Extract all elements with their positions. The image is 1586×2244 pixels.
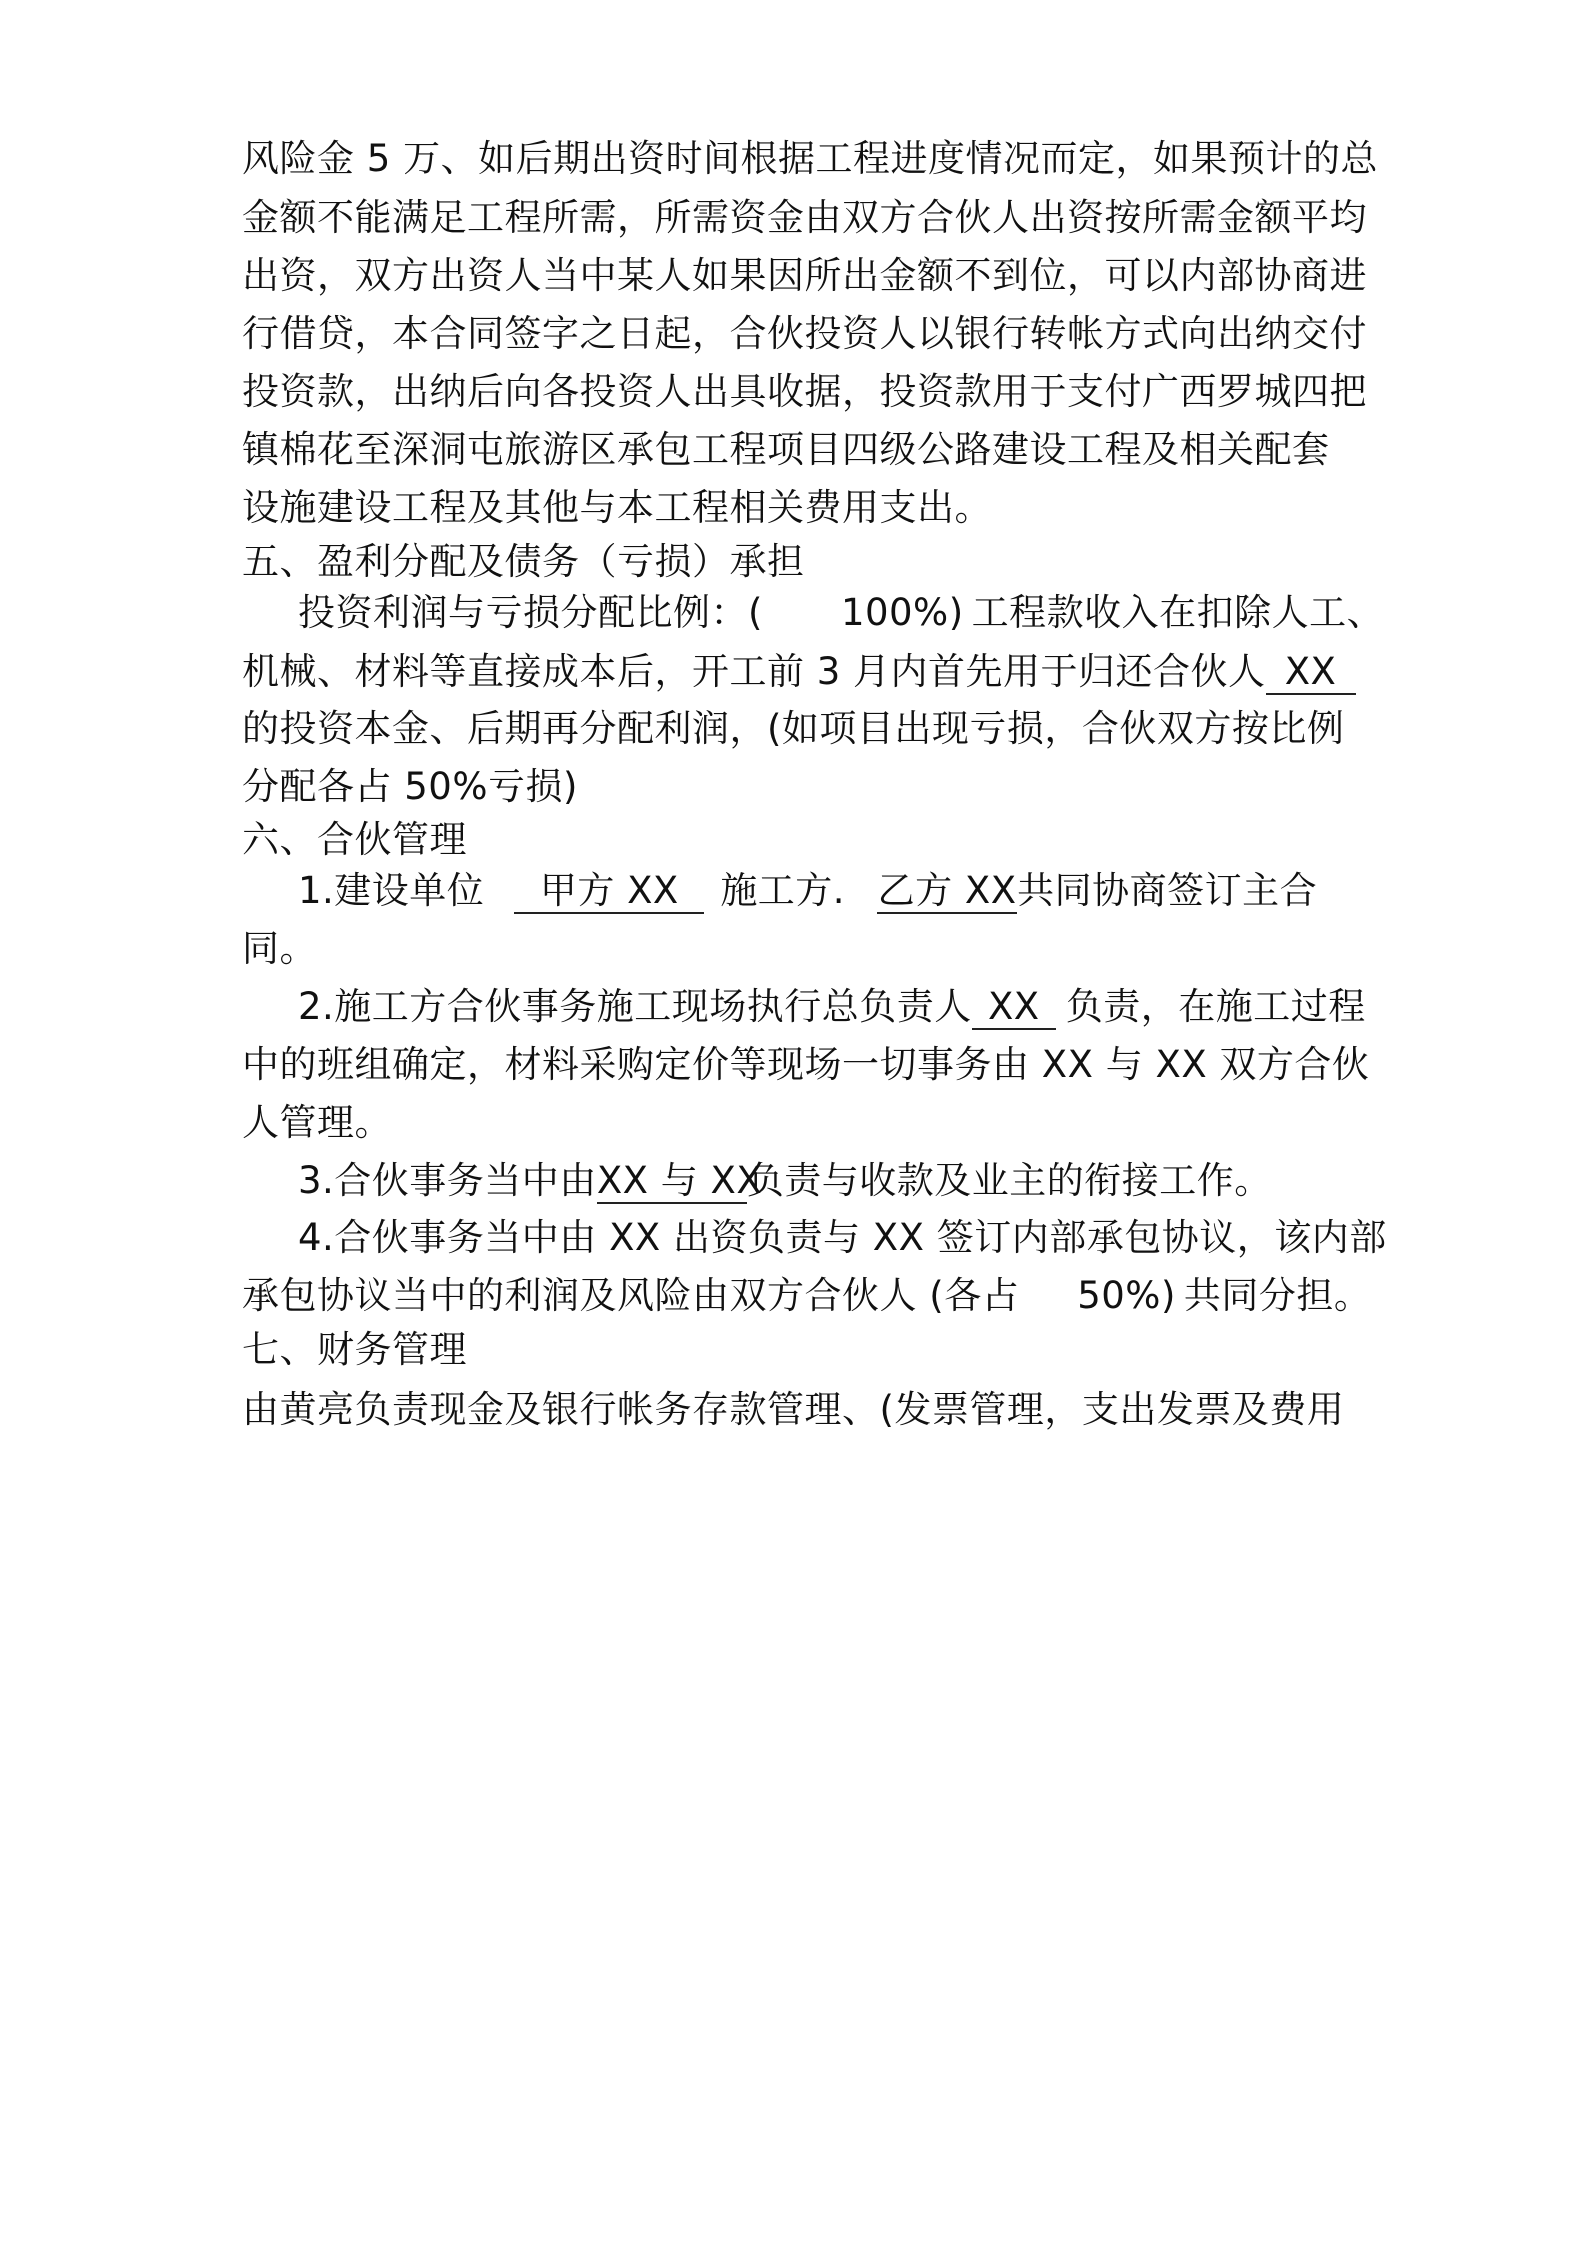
paragraph-line: 镇棉花至深洞屯旅游区承包工程项目四级公路建设工程及相关配套 <box>242 428 1330 471</box>
paragraph-line: 同。 <box>242 927 317 970</box>
paragraph-line: 中的班组确定，材料采购定价等现场一切事务由 XX 与 XX 双方合伙 <box>242 1043 1370 1086</box>
item-text: 共同协商签订主合 <box>1017 869 1318 912</box>
paragraph-line: 风险金 5 万、如后期出资时间根据工程进度情况而定，如果预计的总 <box>242 137 1379 180</box>
section-heading: 五、盈利分配及债务（亏损）承担 <box>242 540 805 583</box>
item-text: 1.建设单位 <box>298 869 485 912</box>
ratio-prefix: 投资利润与亏损分配比例：( <box>298 591 763 634</box>
paragraph-line: 分配各占 50%亏损) <box>242 765 578 808</box>
section-heading: 六、合伙管理 <box>242 818 467 861</box>
paragraph-line: 由黄亮负责现金及银行帐务存款管理、(发票管理，支出发票及费用 <box>242 1388 1345 1431</box>
paragraph-line <box>242 1271 1372 1321</box>
paragraph-line <box>242 647 1362 697</box>
line-text: 共同分担。 <box>1183 1274 1372 1317</box>
ratio-line <box>298 588 1418 638</box>
paragraph-line: 出资，双方出资人当中某人如果因所出金额不到位，可以内部协商进 <box>242 254 1367 297</box>
paragraph-line: 设施建设工程及其他与本工程相关费用支出。 <box>242 486 992 529</box>
list-item <box>298 866 1418 916</box>
line-text: 承包协议当中的利润及风险由双方合伙人 (各占 <box>242 1274 1020 1317</box>
section-heading: 七、财务管理 <box>242 1328 467 1371</box>
paragraph-line: 投资款，出纳后向各投资人出具收据，投资款用于支付广西罗城四把 <box>242 370 1367 413</box>
paragraph-line: 的投资本金、后期再分配利润，(如项目出现亏损，合伙双方按比例 <box>242 707 1345 750</box>
item-text: 负责与收款及业主的衔接工作。 <box>746 1159 1272 1202</box>
paragraph-line: 行借贷，本合同签字之日起，合伙投资人以银行转帐方式向出纳交付 <box>242 312 1367 355</box>
paragraph-line: 人管理。 <box>242 1101 392 1144</box>
paragraph-line: 金额不能满足工程所需，所需资金由双方合伙人出资按所需金额平均 <box>242 196 1367 239</box>
ratio-value: 100%) <box>840 591 964 634</box>
list-item <box>298 982 1418 1032</box>
blank-field: XX <box>1266 651 1356 695</box>
line-text: 机械、材料等直接成本后，开工前 3 月内首先用于归还合伙人 <box>242 650 1266 693</box>
item-text: 2.施工方合伙事务施工现场执行总负责人 <box>298 985 972 1028</box>
list-item: 4.合伙事务当中由 XX 出资负责与 XX 签订内部承包协议，该内部 <box>298 1216 1387 1259</box>
blank-field: 乙方 XX <box>877 869 1017 912</box>
item-text: 负责，在施工过程 <box>1065 985 1366 1028</box>
blank-field: 甲方 XX <box>514 870 704 914</box>
item-text: 施工方. <box>720 869 846 912</box>
blank-field: XX 与 XX <box>596 1159 763 1202</box>
line-text: 50%) <box>1077 1274 1176 1317</box>
list-item <box>298 1156 1418 1206</box>
blank-field: XX <box>972 986 1056 1030</box>
item-text: 3.合伙事务当中由 <box>298 1159 597 1202</box>
ratio-suffix: 工程款收入在扣除人工、 <box>971 591 1385 634</box>
